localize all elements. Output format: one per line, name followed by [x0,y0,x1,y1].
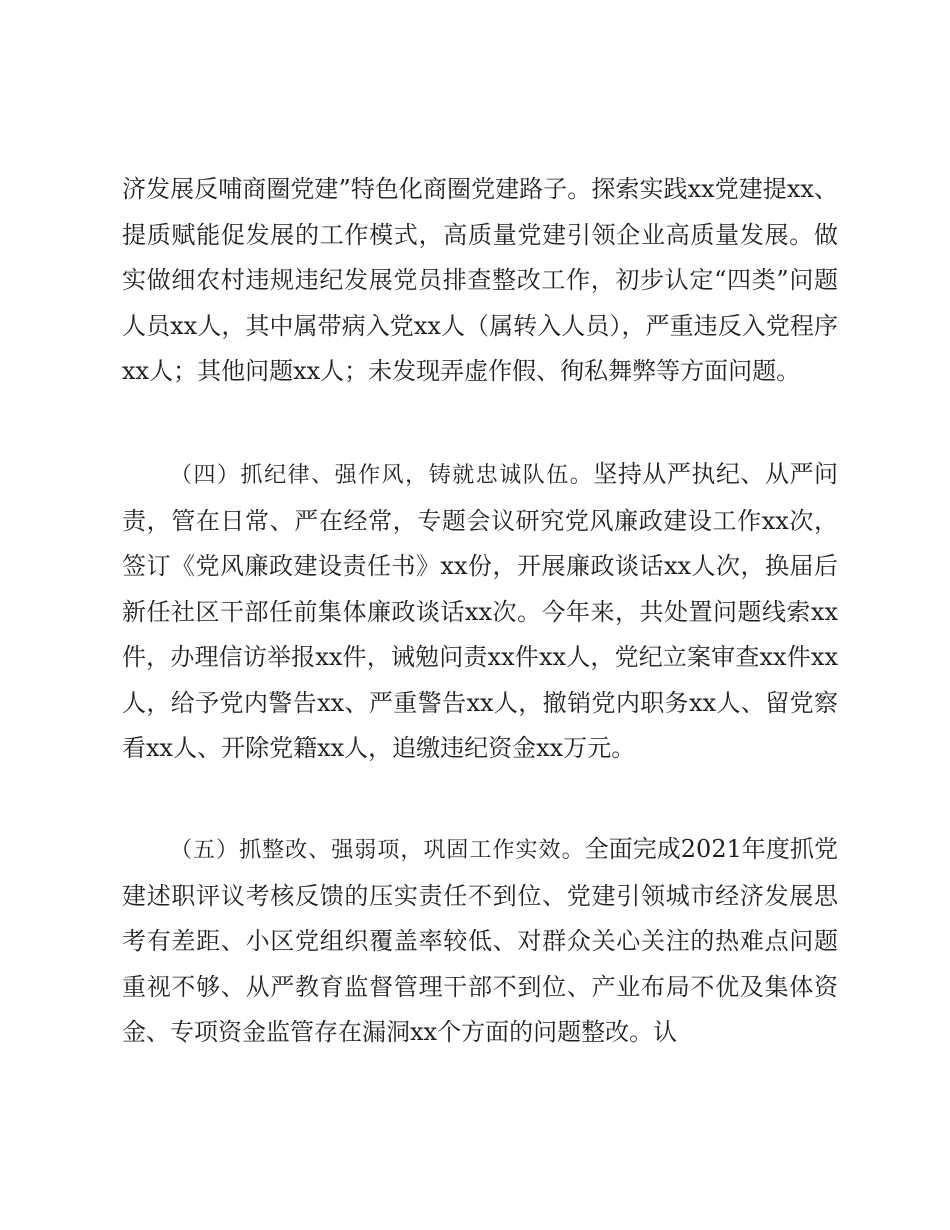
paragraph-2 [122,452,838,772]
paragraph-3-body: 全面完成2021年度抓党建述职评议考核反馈的压实责任不到位、党建引领城市经济发展思考有差距、小区党组织覆盖率较低、对群众关心关注的热难点问题重视不够、从严教育监督管理干部不到位、产业布局不优及集体资金、专项资金监管存在漏洞xx个方面的问题整改。认 [122,835,838,1046]
paragraph-2-body: 坚持从严执纪、从严问责，管在日常、严在经常，专题会议研究党风廉政建设工作xx次，签订《党风廉政建设责任书》xx份，开展廉政谈话xx人次，换届后新任社区干部任前集体廉政谈话xx次。今年来，共处置问题线索xx件，办理信访举报xx件，诫勉问责xx件xx人，党纪立案审查xx件xx人，给予党内警告xx、严重警告xx人，撤销党内职务xx人、留党察看xx人、开除党籍xx人，追缴违纪资金xx万元。 [122,460,838,762]
paragraph-2-heading: （四）抓纪律、强作风，铸就忠诚队伍。 [170,463,594,488]
paragraph-1-text: 济发展反哺商圈党建”特色化商圈党建路子。探索实践xx党建提xx、提质赋能促发展的工作模式，高质量党建引领企业高质量发展。做实做细农村违规违纪发展党员排查整改工作，初步认定“四类”问题人员xx人，其中属带病入党xx人（属转入人员），严重违反入党程序xx人；其他问题xx人；未发现弄虚作假、徇私舞弊等方面问题。 [122,175,838,385]
paragraph-1 [122,167,838,395]
paragraph-3 [122,827,838,1056]
paragraph-3-heading: （五）抓整改、强弱项，巩固工作实效。 [170,838,585,863]
